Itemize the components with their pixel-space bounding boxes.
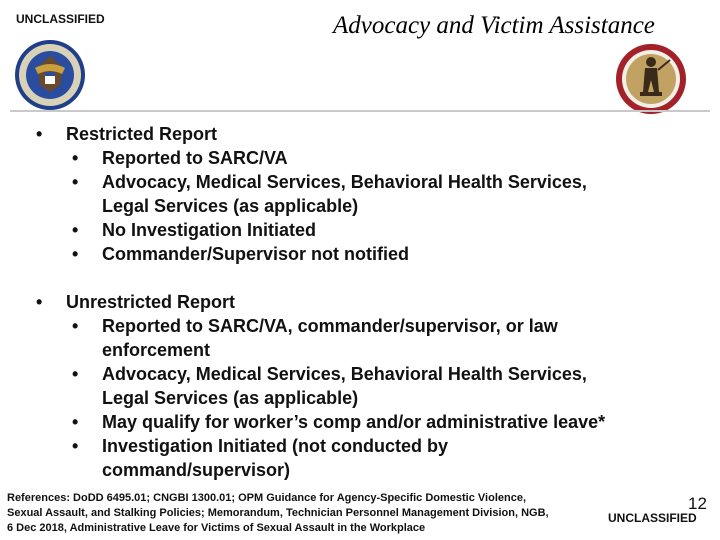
list-item: • No Investigation Initiated (72, 220, 317, 240)
bullet: • (72, 316, 79, 336)
reference-line: Sexual Assault, and Stalking Policies; Memorandum, Technician Personnel Management Division, NGB, (7, 507, 549, 519)
national-guard-minuteman-seal-icon (614, 42, 688, 116)
bullet: • (36, 124, 43, 144)
bullet: • (72, 436, 79, 456)
bullet: • (72, 172, 79, 192)
list-item-continuation: enforcement (102, 340, 211, 360)
bullet: • (72, 364, 79, 384)
page-number: 12 (688, 494, 707, 513)
list-item-continuation: command/supervisor) (102, 460, 291, 480)
list-item-continuation: Legal Services (as applicable) (102, 196, 359, 216)
page-title: Advocacy and Victim Assistance (333, 12, 655, 39)
bullet: • (72, 244, 79, 264)
bullet: • (72, 148, 79, 168)
list-item: • Reported to SARC/VA, commander/supervisor, or law (72, 316, 558, 336)
reference-line: References: DoDD 6495.01; CNGBI 1300.01; OPM Guidance for Agency-Specific Domestic Violence, (7, 492, 527, 504)
list-item: • Reported to SARC/VA (72, 148, 288, 168)
classification-bottom: UNCLASSIFIED (608, 511, 697, 525)
references (7, 491, 607, 536)
unrestricted-report-section (36, 290, 696, 482)
restricted-report-section (36, 122, 696, 266)
list-item: • Advocacy, Medical Services, Behavioral Health Services, (72, 172, 587, 192)
bullet: • (72, 220, 79, 240)
classification-top: UNCLASSIFIED (16, 12, 105, 26)
list-item: • May qualify for worker’s comp and/or administrative leave* (72, 412, 606, 432)
list-item: • Advocacy, Medical Services, Behavioral Health Services, (72, 364, 587, 384)
section-heading: • Unrestricted Report (36, 292, 236, 312)
department-of-defense-national-guard-bureau-seal-icon (10, 38, 90, 112)
list-item: • Commander/Supervisor not notified (72, 244, 410, 264)
list-item-continuation: Legal Services (as applicable) (102, 388, 359, 408)
slide-body (36, 122, 696, 506)
bullet: • (36, 292, 43, 312)
header-divider (10, 110, 710, 112)
section-heading: • Restricted Report (36, 124, 218, 144)
bullet: • (72, 412, 79, 432)
reference-line: 6 Dec 2018, Administrative Leave for Victims of Sexual Assault in the Workplace (7, 522, 426, 534)
list-item: • Investigation Initiated (not conducted by (72, 436, 449, 456)
